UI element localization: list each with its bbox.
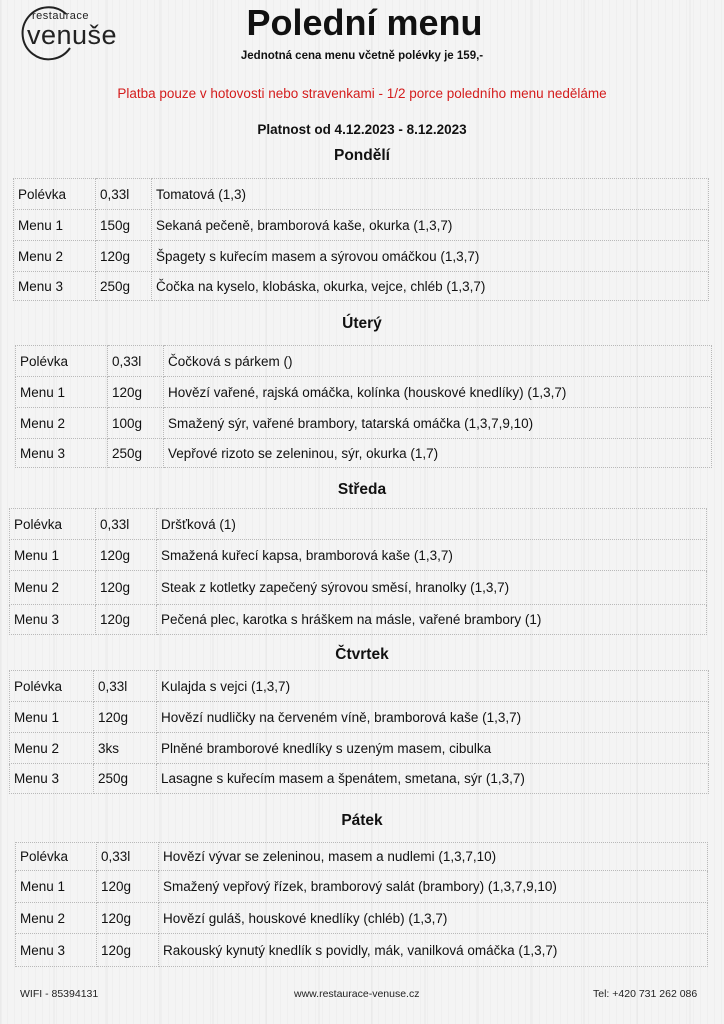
row-label: Menu 3 [10, 764, 94, 794]
wifi-info: WIFI - 85394131 [20, 988, 99, 1000]
row-label: Polévka [10, 671, 94, 702]
row-label: Polévka [16, 843, 97, 871]
row-label: Menu 3 [10, 605, 96, 635]
table-row [14, 241, 709, 272]
phone-number: Tel: +420 731 262 086 [593, 988, 698, 1000]
row-dish: Smažená kuřecí kapsa, bramborová kaše (1,3,7) [157, 540, 707, 571]
table-row [10, 671, 709, 702]
row-label: Menu 2 [16, 903, 97, 934]
table-row [10, 509, 707, 540]
row-dish: Plněné bramborové knedlíky s uzeným masem, cibulka [157, 733, 709, 764]
payment-notice: Platba pouze v hotovosti nebo stravenkami - 1/2 porce poledního menu neděláme [117, 86, 607, 101]
row-qty: 120g [97, 871, 159, 903]
row-dish: Špagety s kuřecím masem a sýrovou omáčkou (1,3,7) [152, 241, 709, 272]
row-dish: Vepřové rizoto se zeleninou, sýr, okurka (1,7) [164, 439, 712, 468]
table-row [14, 210, 709, 241]
day-table-thursday [9, 670, 709, 794]
row-qty: 100g [108, 408, 164, 439]
day-table-tuesday [15, 345, 712, 468]
day-title-monday: Pondělí [334, 147, 390, 164]
row-label: Menu 2 [10, 733, 94, 764]
row-label: Menu 3 [16, 439, 108, 468]
day-title-tuesday: Úterý [342, 315, 382, 332]
row-dish: Tomatová (1,3) [152, 179, 709, 210]
day-title-wednesday: Středa [337, 481, 387, 498]
row-label: Menu 3 [16, 934, 97, 967]
row-qty: 0,33l [96, 179, 152, 210]
row-qty: 250g [94, 764, 157, 794]
day-title-friday: Pátek [341, 812, 383, 829]
row-qty: 120g [97, 903, 159, 934]
table-row [10, 540, 707, 571]
row-label: Menu 1 [16, 377, 108, 408]
table-row [16, 843, 708, 871]
row-qty: 0,33l [96, 509, 157, 540]
row-dish: Lasagne s kuřecím masem a špenátem, smetana, sýr (1,3,7) [157, 764, 709, 794]
row-qty: 120g [96, 605, 157, 635]
row-qty: 250g [96, 272, 152, 301]
row-dish: Dršťková (1) [157, 509, 707, 540]
row-label: Menu 1 [16, 871, 97, 903]
table-row [16, 903, 708, 934]
page-title: Polední menu [246, 2, 483, 43]
row-qty: 120g [108, 377, 164, 408]
logo-small-text: restaurace [32, 10, 89, 22]
table-row [10, 764, 709, 794]
row-label: Menu 1 [10, 540, 96, 571]
row-qty: 120g [96, 540, 157, 571]
table-row [10, 733, 709, 764]
table-row [16, 871, 708, 903]
table-row [10, 702, 709, 733]
row-qty: 0,33l [97, 843, 159, 871]
row-dish: Hovězí vařené, rajská omáčka, kolínka (houskové knedlíky) (1,3,7) [164, 377, 712, 408]
day-title-thursday: Čtvrtek [335, 646, 389, 663]
website-link[interactable]: www.restaurace-venuse.cz [294, 988, 420, 1000]
row-dish: Hovězí vývar se zeleninou, masem a nudlemi (1,3,7,10) [159, 843, 708, 871]
row-label: Menu 3 [14, 272, 96, 301]
day-table-monday [13, 178, 709, 301]
table-row [14, 272, 709, 301]
row-dish: Pečená plec, karotka s hráškem na másle, vařené brambory (1) [157, 605, 707, 635]
row-label: Polévka [16, 346, 108, 377]
table-row [16, 408, 712, 439]
row-dish: Kulajda s vejci (1,3,7) [157, 671, 709, 702]
row-dish: Hovězí guláš, houskové knedlíky (chléb) (1,3,7) [159, 903, 708, 934]
row-label: Polévka [10, 509, 96, 540]
row-dish: Čočka na kyselo, klobáska, okurka, vejce, chléb (1,3,7) [152, 272, 709, 301]
table-row [16, 377, 712, 408]
row-dish: Rakouský kynutý knedlík s povidly, mák, vanilková omáčka (1,3,7) [159, 934, 708, 967]
row-qty: 0,33l [94, 671, 157, 702]
logo-big-text: venuše [27, 20, 118, 50]
row-dish: Smažený vepřový řízek, bramborový salát (brambory) (1,3,7,9,10) [159, 871, 708, 903]
price-subtitle: Jednotná cena menu včetně polévky je 159,- [240, 50, 484, 62]
row-qty: 150g [96, 210, 152, 241]
day-table-friday [15, 842, 708, 967]
row-qty: 250g [108, 439, 164, 468]
row-dish: Hovězí nudličky na červeném víně, bramborová kaše (1,3,7) [157, 702, 709, 733]
table-row [16, 346, 712, 377]
row-label: Menu 1 [14, 210, 96, 241]
row-qty: 120g [96, 241, 152, 272]
row-qty: 120g [96, 571, 157, 605]
day-table-wednesday [9, 508, 707, 635]
row-label: Polévka [14, 179, 96, 210]
row-qty: 120g [94, 702, 157, 733]
table-row [16, 439, 712, 468]
table-row [10, 605, 707, 635]
row-label: Menu 2 [14, 241, 96, 272]
row-dish: Čočková s párkem () [164, 346, 712, 377]
row-label: Menu 2 [10, 571, 96, 605]
row-qty: 0,33l [108, 346, 164, 377]
table-row [14, 179, 709, 210]
row-label: Menu 1 [10, 702, 94, 733]
row-qty: 3ks [94, 733, 157, 764]
row-dish: Sekaná pečeně, bramborová kaše, okurka (1,3,7) [152, 210, 709, 241]
row-dish: Smažený sýr, vařené brambory, tatarská omáčka (1,3,7,9,10) [164, 408, 712, 439]
validity-period: Platnost od 4.12.2023 - 8.12.2023 [257, 122, 467, 137]
table-row [10, 571, 707, 605]
row-qty: 120g [97, 934, 159, 967]
row-dish: Steak z kotletky zapečený sýrovou směsí, hranolky (1,3,7) [157, 571, 707, 605]
row-label: Menu 2 [16, 408, 108, 439]
table-row [16, 934, 708, 967]
